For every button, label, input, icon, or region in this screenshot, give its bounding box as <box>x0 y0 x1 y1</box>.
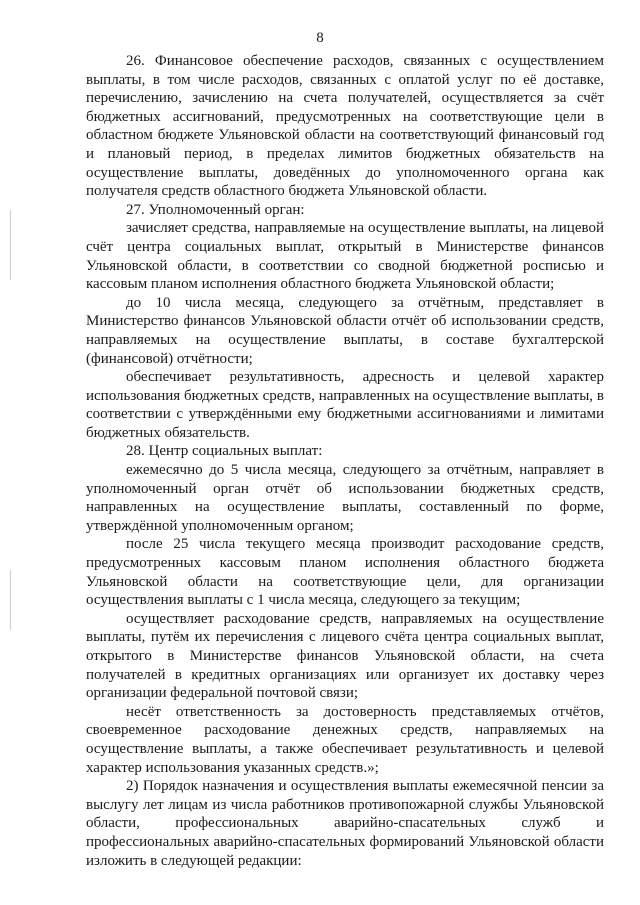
paragraph-28-heading: 28. Центр социальных выплат: <box>126 443 323 460</box>
paragraph-27-heading: 27. Уполномоченный орган: <box>126 201 305 218</box>
paragraph-26: 26. Финансовое обеспечение расходов, связанных с осуществлением выплаты, в том числе расходов, связанных с оплатой услуг по её доставке, перечислению, зачислению на счета получателей, осуществляется за счёт бюджетных ассигнований, предусмотренных на соответствующие цели в областном бюджете Ульяновской области на соответствующий финансовый год и плановый период, в пределах лимитов бюджетных обязательств на осуществление выплаты, доведённых до уполномоченного органа как получателя средств областного бюджета Ульяновской области. <box>86 53 604 200</box>
paragraph-28-item: несёт ответственность за достоверность представляемых отчётов, своевременное расходование денежных средств, направляемых на осуществление выплаты, а также обеспечивает результативность и целевой характер использования указанных средств.»; <box>86 703 604 776</box>
paragraph-27-item: до 10 числа месяца, следующего за отчётным, представляет в Министерство финансов Ульяновской области отчёт об использовании средств, направляемых на осуществление выплаты, в составе бухгалтерской (финансовой) отчётности; <box>86 294 604 367</box>
paragraph-28-item: после 25 числа текущего месяца производит расходование средств, предусмотренных кассовым планом исполнения областного бюджета Ульяновской области на соответствующие цели, для организации осуществления выплаты с 1 числа месяца, следующего за текущим; <box>86 536 604 609</box>
paragraph-item-2: 2) Порядок назначения и осуществления выплаты ежемесячной пенсии за выслугу лет лицам из числа работников противопожарной службы Ульяновской области, профессиональных аварийно-спасательных служб и профессиональных аварийно-спасательных формирований Ульяновской области изложить в следующей редакции: <box>86 778 604 869</box>
scan-edge-mark <box>10 570 11 630</box>
paragraph-27-item: зачисляет средства, направляемые на осуществление выплаты, на лицевой счёт центра социальных выплат, открытый в Министерстве финансов Ульяновской области, в соответствии со сводной бюджетной росписью и кассовым планом исполнения областного бюджета Ульяновской области; <box>86 220 604 293</box>
paragraph-28-item: осуществляет расходование средств, направляемых на осуществление выплаты, путём их перечисления с лицевого счёта центра социальных выплат, открытого в Министерстве финансов Ульяновской области, на счета получателей в кредитных организациях или организует их доставку через организации федеральной почтовой связи; <box>86 610 604 702</box>
scan-edge-mark <box>10 210 11 280</box>
document-body <box>86 52 604 870</box>
page-number: 8 <box>316 30 324 46</box>
paragraph-27-item: обеспечивает результативность, адресность и целевой характер использования бюджетных средств, направленных на осуществление выплаты, в соответствии с утверждёнными ему бюджетными ассигнованиями и лимитами бюджетных обязательств. <box>86 369 604 441</box>
paragraph-28-item: ежемесячно до 5 числа месяца, следующего за отчётным, направляет в уполномоченный орган отчёт об использовании бюджетных средств, направленных на осуществление выплаты, составленный по форме, утверждённой уполномоченным органом; <box>86 462 604 534</box>
